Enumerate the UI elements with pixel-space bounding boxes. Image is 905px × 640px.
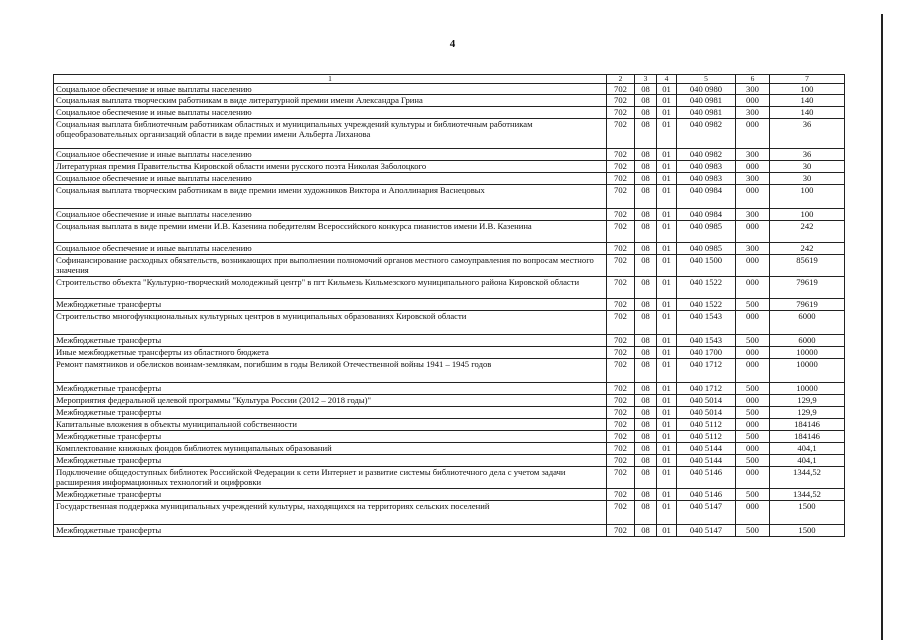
target-article-cell: 040 1712	[677, 383, 736, 395]
part-cell: 01	[657, 149, 677, 161]
part-cell: 01	[657, 243, 677, 255]
item-name-cell: Капитальные вложения в объекты муниципальной собственности	[54, 419, 607, 431]
header-cell: 1	[54, 75, 607, 84]
amount-cell: 184146	[770, 419, 845, 431]
expense-type-cell: 000	[736, 221, 770, 243]
section-cell: 702	[607, 209, 635, 221]
amount-cell: 184146	[770, 431, 845, 443]
subsection-cell: 08	[635, 359, 657, 383]
subsection-cell: 08	[635, 221, 657, 243]
table-row	[54, 347, 845, 359]
amount-cell: 100	[770, 209, 845, 221]
item-name-cell: Межбюджетные трансферты	[54, 299, 607, 311]
amount-cell: 79619	[770, 299, 845, 311]
target-article-cell: 040 1522	[677, 299, 736, 311]
expense-type-cell: 000	[736, 185, 770, 209]
amount-cell: 10000	[770, 383, 845, 395]
item-name-cell: Межбюджетные трансферты	[54, 335, 607, 347]
table-header-row	[54, 75, 845, 84]
header-cell: 7	[770, 75, 845, 84]
item-name-cell: Социальное обеспечение и иные выплаты населению	[54, 209, 607, 221]
table-row	[54, 489, 845, 501]
part-cell: 01	[657, 311, 677, 335]
subsection-cell: 08	[635, 255, 657, 277]
subsection-cell: 08	[635, 455, 657, 467]
budget-table	[53, 74, 845, 537]
table-row	[54, 419, 845, 431]
section-cell: 702	[607, 347, 635, 359]
table-row	[54, 161, 845, 173]
part-cell: 01	[657, 84, 677, 95]
item-name-cell: Межбюджетные трансферты	[54, 383, 607, 395]
amount-cell: 100	[770, 185, 845, 209]
item-name-cell: Социальное обеспечение и иные выплаты населению	[54, 149, 607, 161]
target-article-cell: 040 1543	[677, 311, 736, 335]
target-article-cell: 040 0981	[677, 107, 736, 119]
section-cell: 702	[607, 95, 635, 107]
part-cell: 01	[657, 359, 677, 383]
amount-cell: 6000	[770, 311, 845, 335]
expense-type-cell: 300	[736, 84, 770, 95]
part-cell: 01	[657, 443, 677, 455]
table-row	[54, 525, 845, 537]
expense-type-cell: 300	[736, 173, 770, 185]
section-cell: 702	[607, 455, 635, 467]
part-cell: 01	[657, 173, 677, 185]
section-cell: 702	[607, 243, 635, 255]
expense-type-cell: 500	[736, 383, 770, 395]
part-cell: 01	[657, 383, 677, 395]
section-cell: 702	[607, 173, 635, 185]
amount-cell: 100	[770, 84, 845, 95]
table-row	[54, 209, 845, 221]
expense-type-cell: 000	[736, 95, 770, 107]
subsection-cell: 08	[635, 107, 657, 119]
amount-cell: 404,1	[770, 443, 845, 455]
section-cell: 702	[607, 431, 635, 443]
table-row	[54, 119, 845, 149]
table-row	[54, 255, 845, 277]
amount-cell: 30	[770, 161, 845, 173]
section-cell: 702	[607, 161, 635, 173]
amount-cell: 85619	[770, 255, 845, 277]
table-row	[54, 243, 845, 255]
table-row	[54, 185, 845, 209]
amount-cell: 242	[770, 243, 845, 255]
subsection-cell: 08	[635, 95, 657, 107]
table-row	[54, 431, 845, 443]
item-name-cell: Подключение общедоступных библиотек Российской Федерации к сети Интернет и развитие системы библиотечного дела с учетом задачи расширения информационных технологий и оцифровки	[54, 467, 607, 489]
section-cell: 702	[607, 383, 635, 395]
table-row	[54, 173, 845, 185]
item-name-cell: Межбюджетные трансферты	[54, 407, 607, 419]
subsection-cell: 08	[635, 395, 657, 407]
item-name-cell: Мероприятия федеральной целевой программы "Культура России (2012 – 2018 годы)"	[54, 395, 607, 407]
section-cell: 702	[607, 311, 635, 335]
target-article-cell: 040 0984	[677, 185, 736, 209]
table-row	[54, 299, 845, 311]
expense-type-cell: 000	[736, 443, 770, 455]
part-cell: 01	[657, 161, 677, 173]
expense-type-cell: 000	[736, 395, 770, 407]
amount-cell: 1344,52	[770, 467, 845, 489]
table-row	[54, 395, 845, 407]
item-name-cell: Социальная выплата библиотечным работникам областных и муниципальных учреждений культуры и библиотечным работникам общеобразовательных организаций области в виде премии имени Альберта Лиханова	[54, 119, 607, 149]
item-name-cell: Государственная поддержка муниципальных учреждений культуры, находящихся на территориях сельских поселений	[54, 501, 607, 525]
table-row	[54, 467, 845, 489]
table-row	[54, 149, 845, 161]
subsection-cell: 08	[635, 443, 657, 455]
target-article-cell: 040 1543	[677, 335, 736, 347]
item-name-cell: Социальная выплата творческим работникам в виде премии имени художников Виктора и Аполлинария Васнецовых	[54, 185, 607, 209]
target-article-cell: 040 0984	[677, 209, 736, 221]
header-cell: 2	[607, 75, 635, 84]
target-article-cell: 040 0985	[677, 221, 736, 243]
expense-type-cell: 000	[736, 255, 770, 277]
target-article-cell: 040 0980	[677, 84, 736, 95]
table-body	[54, 84, 845, 537]
amount-cell: 79619	[770, 277, 845, 299]
expense-type-cell: 000	[736, 119, 770, 149]
part-cell: 01	[657, 467, 677, 489]
item-name-cell: Софинансирование расходных обязательств, возникающих при выполнении полномочий органов местного самоуправления по вопросам местного значения	[54, 255, 607, 277]
amount-cell: 242	[770, 221, 845, 243]
part-cell: 01	[657, 525, 677, 537]
table-row	[54, 359, 845, 383]
subsection-cell: 08	[635, 185, 657, 209]
item-name-cell: Ремонт памятников и обелисков воинам-землякам, погибшим в годы Великой Отечественной войны 1941 – 1945 годов	[54, 359, 607, 383]
expense-type-cell: 000	[736, 467, 770, 489]
section-cell: 702	[607, 525, 635, 537]
item-name-cell: Межбюджетные трансферты	[54, 489, 607, 501]
part-cell: 01	[657, 347, 677, 359]
target-article-cell: 040 5014	[677, 407, 736, 419]
part-cell: 01	[657, 407, 677, 419]
subsection-cell: 08	[635, 501, 657, 525]
part-cell: 01	[657, 255, 677, 277]
part-cell: 01	[657, 185, 677, 209]
amount-cell: 10000	[770, 359, 845, 383]
header-cell: 6	[736, 75, 770, 84]
amount-cell: 30	[770, 173, 845, 185]
amount-cell: 1344,52	[770, 489, 845, 501]
section-cell: 702	[607, 119, 635, 149]
item-name-cell: Социальное обеспечение и иные выплаты населению	[54, 84, 607, 95]
amount-cell: 1500	[770, 525, 845, 537]
table-row	[54, 335, 845, 347]
amount-cell: 140	[770, 95, 845, 107]
expense-type-cell: 000	[736, 161, 770, 173]
item-name-cell: Социальное обеспечение и иные выплаты населению	[54, 173, 607, 185]
expense-type-cell: 000	[736, 501, 770, 525]
item-name-cell: Межбюджетные трансферты	[54, 455, 607, 467]
part-cell: 01	[657, 455, 677, 467]
target-article-cell: 040 0983	[677, 173, 736, 185]
subsection-cell: 08	[635, 149, 657, 161]
subsection-cell: 08	[635, 243, 657, 255]
subsection-cell: 08	[635, 173, 657, 185]
target-article-cell: 040 0985	[677, 243, 736, 255]
part-cell: 01	[657, 501, 677, 525]
section-cell: 702	[607, 221, 635, 243]
item-name-cell: Социальная выплата в виде премии имени И.В. Казенина победителям Всероссийского конкурса пианистов имени И.В. Казенина	[54, 221, 607, 243]
part-cell: 01	[657, 209, 677, 221]
expense-type-cell: 000	[736, 347, 770, 359]
section-cell: 702	[607, 407, 635, 419]
item-name-cell: Комплектование книжных фондов библиотек муниципальных образований	[54, 443, 607, 455]
target-article-cell: 040 1500	[677, 255, 736, 277]
target-article-cell: 040 5146	[677, 467, 736, 489]
section-cell: 702	[607, 489, 635, 501]
header-cell: 3	[635, 75, 657, 84]
section-cell: 702	[607, 149, 635, 161]
subsection-cell: 08	[635, 311, 657, 335]
part-cell: 01	[657, 95, 677, 107]
section-cell: 702	[607, 501, 635, 525]
subsection-cell: 08	[635, 525, 657, 537]
amount-cell: 129,9	[770, 407, 845, 419]
item-name-cell: Иные межбюджетные трансферты из областного бюджета	[54, 347, 607, 359]
part-cell: 01	[657, 277, 677, 299]
part-cell: 01	[657, 395, 677, 407]
target-article-cell: 040 5147	[677, 501, 736, 525]
section-cell: 702	[607, 299, 635, 311]
section-cell: 702	[607, 277, 635, 299]
header-cell: 5	[677, 75, 736, 84]
expense-type-cell: 500	[736, 525, 770, 537]
part-cell: 01	[657, 489, 677, 501]
part-cell: 01	[657, 335, 677, 347]
subsection-cell: 08	[635, 84, 657, 95]
amount-cell: 6000	[770, 335, 845, 347]
target-article-cell: 040 0981	[677, 95, 736, 107]
section-cell: 702	[607, 467, 635, 489]
part-cell: 01	[657, 119, 677, 149]
expense-type-cell: 500	[736, 299, 770, 311]
expense-type-cell: 000	[736, 311, 770, 335]
table-row	[54, 277, 845, 299]
section-cell: 702	[607, 84, 635, 95]
amount-cell: 36	[770, 149, 845, 161]
table-row	[54, 407, 845, 419]
amount-cell: 10000	[770, 347, 845, 359]
subsection-cell: 08	[635, 119, 657, 149]
target-article-cell: 040 5014	[677, 395, 736, 407]
item-name-cell: Межбюджетные трансферты	[54, 431, 607, 443]
table-row	[54, 84, 845, 95]
expense-type-cell: 000	[736, 419, 770, 431]
header-cell: 4	[657, 75, 677, 84]
item-name-cell: Строительство многофункциональных культурных центров в муниципальных образованиях Кировской области	[54, 311, 607, 335]
section-cell: 702	[607, 419, 635, 431]
table-row	[54, 221, 845, 243]
table-row	[54, 107, 845, 119]
expense-type-cell: 300	[736, 243, 770, 255]
subsection-cell: 08	[635, 489, 657, 501]
part-cell: 01	[657, 419, 677, 431]
target-article-cell: 040 5147	[677, 525, 736, 537]
item-name-cell: Литературная премия Правительства Кировской области имени русского поэта Николая Заболоцкого	[54, 161, 607, 173]
subsection-cell: 08	[635, 299, 657, 311]
section-cell: 702	[607, 185, 635, 209]
section-cell: 702	[607, 255, 635, 277]
target-article-cell: 040 5112	[677, 431, 736, 443]
table-row	[54, 383, 845, 395]
table-row	[54, 443, 845, 455]
subsection-cell: 08	[635, 209, 657, 221]
subsection-cell: 08	[635, 347, 657, 359]
section-cell: 702	[607, 443, 635, 455]
amount-cell: 1500	[770, 501, 845, 525]
expense-type-cell: 500	[736, 431, 770, 443]
target-article-cell: 040 1522	[677, 277, 736, 299]
target-article-cell: 040 0983	[677, 161, 736, 173]
subsection-cell: 08	[635, 431, 657, 443]
item-name-cell: Строительство объекта "Культурно-творческий молодежный центр" в пгт Кильмезь Кильмезского муниципального района Кировской области	[54, 277, 607, 299]
expense-type-cell: 500	[736, 489, 770, 501]
subsection-cell: 08	[635, 419, 657, 431]
section-cell: 702	[607, 335, 635, 347]
expense-type-cell: 500	[736, 335, 770, 347]
expense-type-cell: 300	[736, 149, 770, 161]
subsection-cell: 08	[635, 335, 657, 347]
amount-cell: 36	[770, 119, 845, 149]
target-article-cell: 040 5112	[677, 419, 736, 431]
item-name-cell: Межбюджетные трансферты	[54, 525, 607, 537]
expense-type-cell: 500	[736, 455, 770, 467]
target-article-cell: 040 5146	[677, 489, 736, 501]
table-row	[54, 501, 845, 525]
amount-cell: 140	[770, 107, 845, 119]
item-name-cell: Социальное обеспечение и иные выплаты населению	[54, 107, 607, 119]
subsection-cell: 08	[635, 161, 657, 173]
part-cell: 01	[657, 221, 677, 243]
expense-type-cell: 500	[736, 407, 770, 419]
subsection-cell: 08	[635, 383, 657, 395]
target-article-cell: 040 5144	[677, 455, 736, 467]
expense-type-cell: 300	[736, 209, 770, 221]
section-cell: 702	[607, 395, 635, 407]
target-article-cell: 040 5144	[677, 443, 736, 455]
part-cell: 01	[657, 299, 677, 311]
table-row	[54, 311, 845, 335]
part-cell: 01	[657, 431, 677, 443]
table-row	[54, 95, 845, 107]
part-cell: 01	[657, 107, 677, 119]
amount-cell: 404,1	[770, 455, 845, 467]
expense-type-cell: 000	[736, 277, 770, 299]
subsection-cell: 08	[635, 407, 657, 419]
target-article-cell: 040 0982	[677, 119, 736, 149]
table-row	[54, 455, 845, 467]
target-article-cell: 040 0982	[677, 149, 736, 161]
section-cell: 702	[607, 359, 635, 383]
expense-type-cell: 000	[736, 359, 770, 383]
target-article-cell: 040 1712	[677, 359, 736, 383]
section-cell: 702	[607, 107, 635, 119]
page-number: 4	[449, 38, 456, 50]
scan-edge-line	[881, 14, 883, 640]
subsection-cell: 08	[635, 277, 657, 299]
target-article-cell: 040 1700	[677, 347, 736, 359]
subsection-cell: 08	[635, 467, 657, 489]
item-name-cell: Социальная выплата творческим работникам в виде литературной премии имени Александра Грина	[54, 95, 607, 107]
expense-type-cell: 300	[736, 107, 770, 119]
amount-cell: 129,9	[770, 395, 845, 407]
item-name-cell: Социальное обеспечение и иные выплаты населению	[54, 243, 607, 255]
